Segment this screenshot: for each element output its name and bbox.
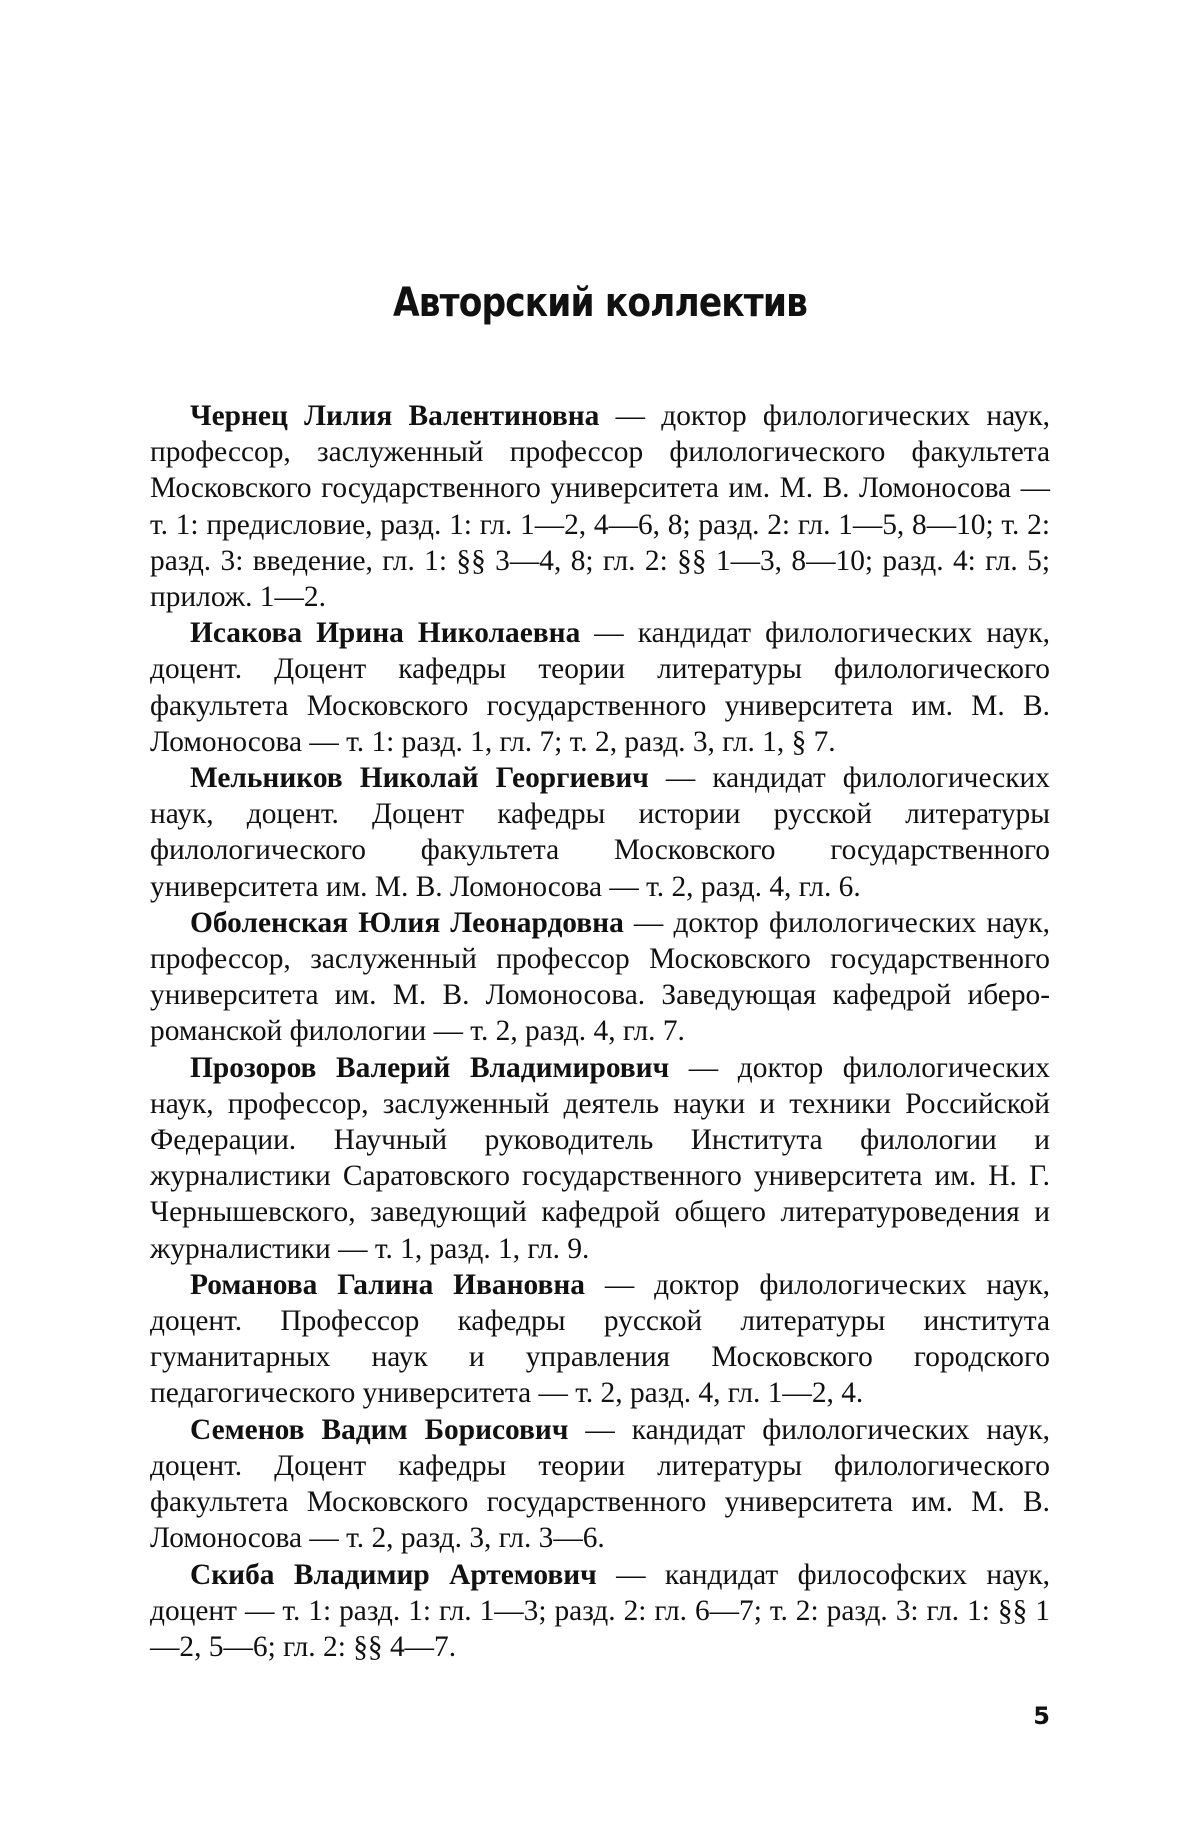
- author-name: Семенов Вадим Борисович: [190, 1413, 569, 1446]
- author-entry: [150, 615, 1050, 760]
- author-description: — кандидат филологических наук, доцент. Доцент кафедры теории литературы филологического факультета Московского государственного университета им. М. В. Ломоносова — т. 2, разд. 3, гл. 3—6.: [150, 1413, 1050, 1555]
- page-title: Авторский коллектив: [392, 280, 808, 326]
- author-description: — доктор филологических наук, профессор, заслуженный деятель науки и техники Российской Федерации. Научный руководитель Института филологии и журналистики Саратовского государственного университета им. Н. Г. Чернышевского, заведующий кафедрой общего литературоведения и журналистики — т. 1, разд. 1, гл. 9.: [150, 1051, 1050, 1265]
- author-entry: [150, 760, 1050, 905]
- author-description: — кандидат филологических наук, доцент. Доцент кафедры теории литературы филологического факультета Московского государственного университета им. М. В. Ломоносова — т. 1: разд. 1, гл. 7; т. 2, разд. 3, гл. 1, § 7.: [150, 617, 1050, 758]
- author-entry: [150, 905, 1050, 1050]
- author-description: — доктор филологических наук, доцент. Профессор кафедры русской литературы института гуманитарных наук и управления Московского городского педагогического университета — т. 2, разд. 4, гл. 1—2, 4.: [150, 1268, 1050, 1410]
- author-description: — кандидат филологических наук, доцент. Доцент кафедры истории русской литературы филологического факультета Московского государственного университета им. М. В. Ломоносова — т. 2, разд. 4, гл. 6.: [150, 762, 1050, 903]
- author-name: Прозоров Валерий Владимирович: [190, 1051, 670, 1084]
- author-name: Чернец Лилия Валентиновна: [190, 400, 600, 432]
- author-name: Скиба Владимир Артемович: [190, 1558, 597, 1591]
- author-entry: [150, 1412, 1050, 1557]
- author-name: Романова Галина Ивановна: [190, 1268, 585, 1301]
- author-name: Исакова Ирина Николаевна: [190, 617, 581, 650]
- author-name: Мельников Николай Георгиевич: [190, 762, 649, 795]
- author-description: — доктор филологических наук, профессор, заслуженный профессор Московского государственного университета им. М. В. Ломоносова. Заведующая кафедрой иберо-романской филологии — т. 2, разд. 4, гл. 7.: [150, 906, 1050, 1048]
- page-number: 5: [1033, 1702, 1050, 1730]
- author-description: — кандидат философских наук, доцент — т. 1: разд. 1: гл. 1—3; разд. 2: гл. 6—7; т. 2: разд. 3: гл. 1: §§ 1—2, 5—6; гл. 2: §§ 4—7.: [150, 1558, 1051, 1663]
- author-description: — доктор филологических наук, профессор, заслуженный профессор филологического факультета Московского государственного университета им. М. В. Ломоносова — т. 1: предисловие, разд. 1: гл. 1—2, 4—6, 8; разд. 2: гл. 1—5, 8—10; т. 2: разд. 3: введение, гл. 1: §§ 3—4, 8; гл. 2: §§ 1—3, 8—10; разд. 4: гл. 5; прилож. 1—2.: [150, 400, 1050, 614]
- author-entry: [150, 398, 1050, 615]
- author-name: Оболенская Юлия Леонардовна: [190, 906, 624, 939]
- author-entry: [150, 1050, 1050, 1267]
- author-entry: [150, 1267, 1050, 1412]
- author-entry: [150, 1557, 1050, 1666]
- author-list: [150, 398, 1050, 1665]
